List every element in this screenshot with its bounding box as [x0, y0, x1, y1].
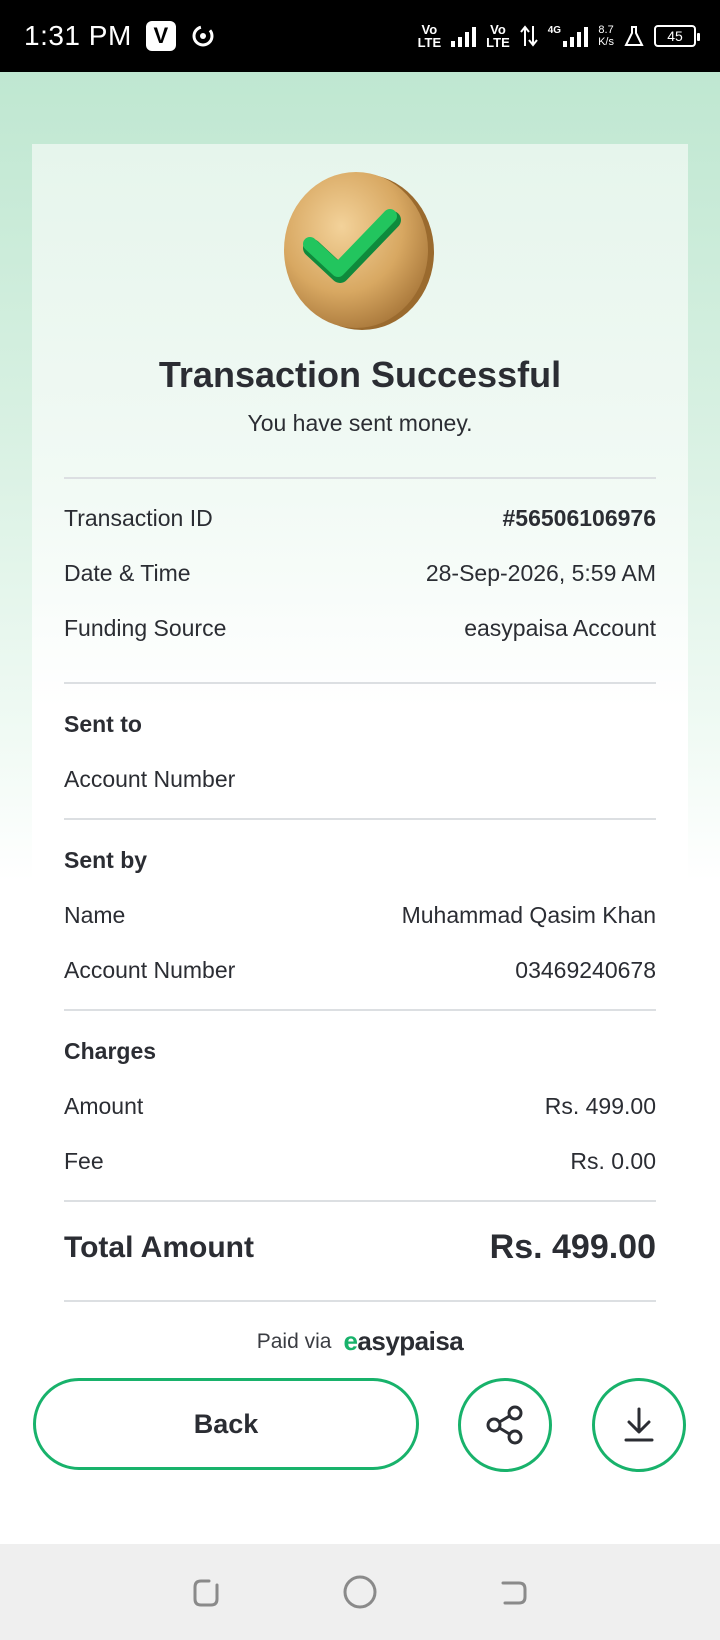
- page-subtitle: You have sent money.: [247, 410, 473, 436]
- page-title: Transaction Successful: [158, 354, 562, 395]
- signal-icon: [451, 25, 476, 47]
- status-left: [24, 20, 216, 52]
- detail-value: #56506106976: [502, 505, 656, 531]
- detail-row-date-time: [64, 560, 656, 587]
- network-speed: [598, 24, 614, 48]
- paid-via: [0, 1326, 720, 1357]
- easypaisa-logo: [343, 1326, 463, 1357]
- home-icon[interactable]: [342, 1574, 378, 1610]
- data-transfer-icon: [520, 24, 538, 48]
- back-nav-icon[interactable]: [497, 1575, 531, 1609]
- back-button[interactable]: [33, 1378, 419, 1470]
- divider: [64, 682, 656, 684]
- divider: [64, 1300, 656, 1302]
- detail-row-funding-source: [64, 615, 656, 642]
- section-heading-charges: Charges: [64, 1038, 157, 1064]
- sync-icon: [190, 23, 216, 49]
- paid-via-label: Paid via: [256, 1329, 332, 1353]
- divider: [64, 477, 656, 479]
- detail-row-fee: [64, 1148, 656, 1175]
- download-icon: [621, 1405, 657, 1445]
- share-button[interactable]: [458, 1378, 552, 1472]
- check-coin-icon: [282, 170, 434, 332]
- volte-top: Vo: [490, 22, 506, 37]
- detail-label: Name: [64, 902, 126, 928]
- detail-label: Fee: [64, 1148, 104, 1174]
- detail-value: Muhammad Qasim Khan: [401, 902, 656, 928]
- detail-label: Amount: [64, 1093, 144, 1119]
- back-button-label: Back: [193, 1408, 259, 1439]
- divider: [64, 818, 656, 820]
- recent-apps-icon[interactable]: [189, 1575, 223, 1609]
- section-heading-sent-by: Sent by: [64, 847, 148, 873]
- total-value: Rs. 499.00: [489, 1228, 656, 1266]
- detail-label: Date & Time: [64, 560, 191, 586]
- total-amount-row: [64, 1228, 656, 1267]
- system-nav-bar: [0, 1544, 720, 1640]
- volte-top: Vo: [421, 22, 438, 37]
- volte-bottom: LTE: [417, 35, 442, 50]
- section-heading-sent-to: Sent to: [64, 711, 142, 737]
- status-time: 1:31 PM: [24, 20, 132, 51]
- detail-row-sender-name: [64, 902, 656, 929]
- volte-indicator-1: [418, 23, 442, 49]
- detail-value: 28-Sep-2026, 5:59 AM: [425, 560, 656, 586]
- detail-row-amount: [64, 1093, 656, 1120]
- detail-value: Rs. 0.00: [570, 1148, 656, 1174]
- volte-bottom: LTE: [486, 35, 510, 50]
- detail-label: Funding Source: [64, 615, 227, 641]
- share-icon: [483, 1403, 527, 1447]
- detail-label: Account Number: [64, 766, 236, 792]
- divider: [64, 1200, 656, 1202]
- battery-level: 45: [667, 28, 683, 44]
- app-notification-icon: V: [146, 21, 176, 51]
- network-type: 4G: [547, 25, 562, 36]
- detail-row-sent-to-account: [64, 766, 656, 793]
- easypaisa-logo-text: asypaisa: [357, 1326, 464, 1356]
- detail-label: Transaction ID: [64, 505, 213, 531]
- download-button[interactable]: [592, 1378, 686, 1472]
- detail-value: easypaisa Account: [464, 615, 656, 641]
- detail-row-transaction-id: [64, 505, 656, 532]
- total-label: Total Amount: [64, 1230, 254, 1264]
- status-right: [418, 23, 696, 49]
- detail-row-sender-account: [64, 957, 656, 984]
- flask-icon: [624, 25, 644, 47]
- easypaisa-logo-mark: e: [343, 1326, 358, 1356]
- signal-icon-2: [563, 25, 588, 47]
- status-bar: [0, 0, 720, 72]
- speed-value: 8.7: [598, 24, 614, 36]
- detail-label: Account Number: [64, 957, 236, 983]
- volte-indicator-2: [486, 23, 510, 49]
- speed-unit: K/s: [598, 36, 614, 48]
- battery-icon: [654, 25, 696, 47]
- signal-4g-group: [548, 25, 588, 47]
- detail-value: 03469240678: [515, 957, 656, 983]
- divider: [64, 1009, 656, 1011]
- detail-value: Rs. 499.00: [544, 1093, 656, 1119]
